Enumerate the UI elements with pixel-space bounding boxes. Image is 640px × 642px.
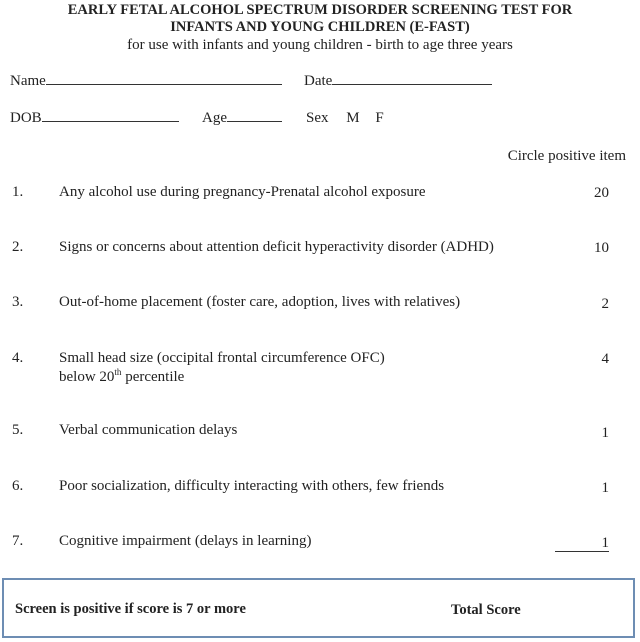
date-field[interactable] — [332, 83, 492, 85]
date-row — [304, 73, 492, 90]
item-score[interactable]: 4 — [601, 351, 609, 367]
item-score[interactable]: 2 — [601, 296, 609, 312]
item-number: 1. — [12, 184, 24, 200]
name-row — [10, 73, 282, 90]
dob-label: DOB — [10, 110, 42, 126]
item-text-line2 — [59, 367, 184, 386]
positive-rule: Screen is positive if score is 7 or more — [15, 601, 246, 617]
item-text: Poor socialization, difficulty interacting with others, few friends — [59, 478, 445, 494]
item-score[interactable]: 1 — [601, 480, 609, 496]
item-number: 5. — [12, 422, 24, 438]
sex-option-f[interactable]: F — [375, 110, 384, 126]
form-subtitle: for use with infants and young children - birth to age three years — [127, 37, 513, 53]
item-number: 7. — [12, 533, 24, 549]
item-text-part: below 20 — [59, 369, 115, 385]
dob-field[interactable] — [42, 120, 179, 122]
sex-option-m[interactable]: M — [346, 110, 360, 126]
item-text: Out-of-home placement (foster care, adoption, lives with relatives) — [59, 294, 461, 310]
item-number: 6. — [12, 478, 24, 494]
date-label: Date — [304, 73, 333, 89]
item-number: 2. — [12, 239, 24, 255]
name-field[interactable] — [46, 83, 282, 85]
superscript: th — [114, 367, 122, 377]
item-text: Signs or concerns about attention deficit hyperactivity disorder (ADHD) — [59, 239, 494, 255]
item-text: Any alcohol use during pregnancy-Prenatal alcohol exposure — [59, 184, 426, 200]
item-score[interactable]: 20 — [594, 185, 609, 201]
item-score[interactable]: 1 — [555, 535, 609, 552]
sex-row — [306, 110, 384, 127]
item-number: 3. — [12, 294, 24, 310]
form-title-line1: EARLY FETAL ALCOHOL SPECTRUM DISORDER SCREENING TEST FOR — [67, 2, 573, 18]
item-score[interactable]: 10 — [594, 240, 609, 256]
dob-row — [10, 110, 179, 127]
age-field[interactable] — [227, 120, 282, 122]
total-score-label: Total Score — [451, 602, 521, 618]
age-label: Age — [202, 110, 227, 126]
age-row — [202, 110, 282, 127]
instruction: Circle positive item — [507, 148, 626, 164]
item-text: Verbal communication delays — [59, 422, 238, 438]
item-text: Small head size (occipital frontal circumference OFC) — [59, 350, 385, 366]
total-score-box — [2, 578, 635, 638]
item-score[interactable]: 1 — [601, 425, 609, 441]
item-text-part: percentile — [121, 369, 185, 385]
item-text: Cognitive impairment (delays in learning) — [59, 533, 312, 549]
item-number: 4. — [12, 350, 24, 366]
sex-label: Sex — [306, 110, 329, 126]
form-title-line2: INFANTS AND YOUNG CHILDREN (E-FAST) — [170, 19, 470, 35]
name-label: Name — [10, 73, 46, 89]
